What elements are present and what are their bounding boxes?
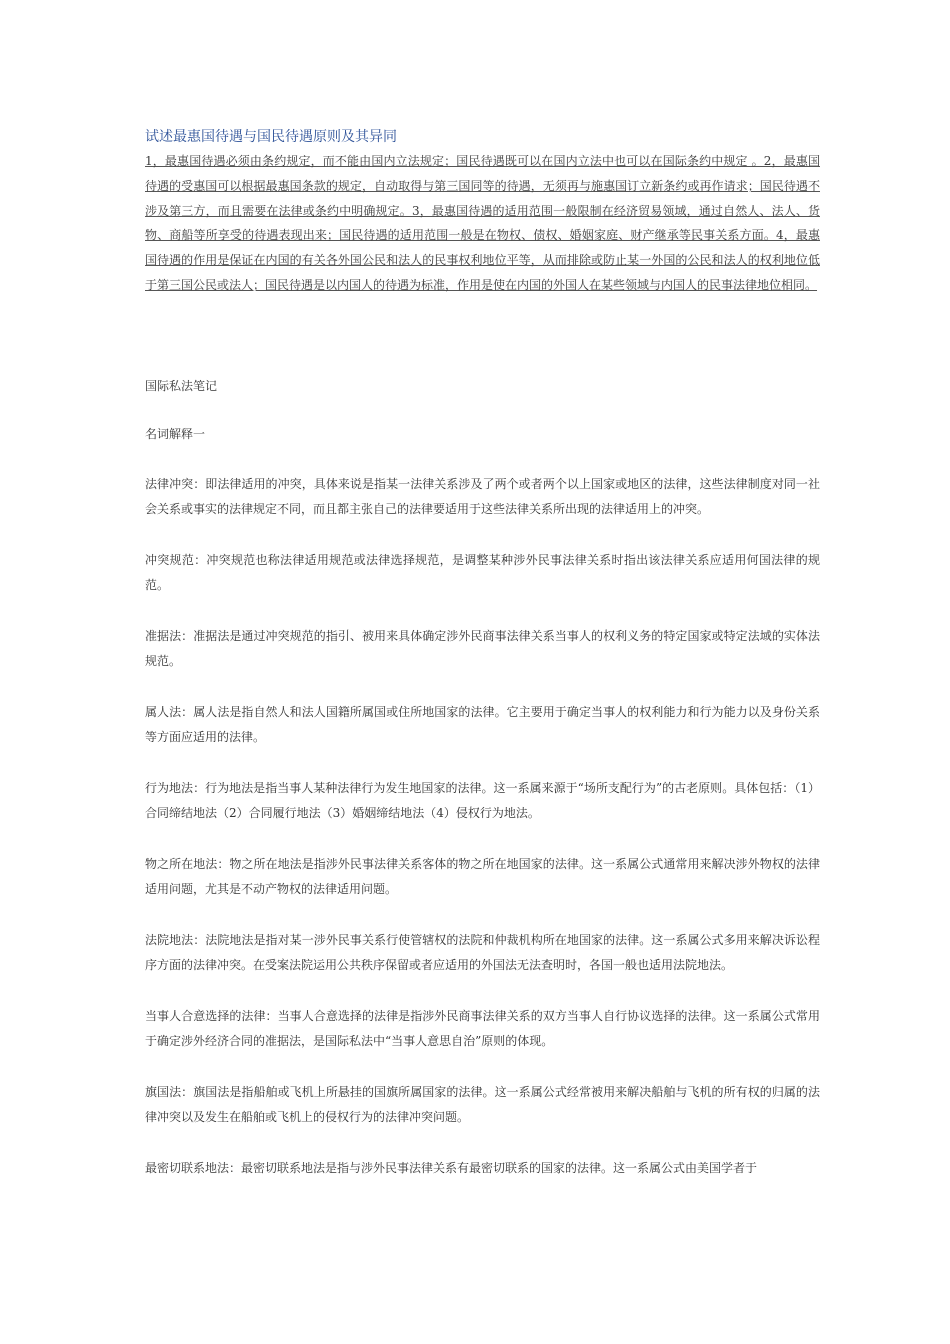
- definition-entry-law-of-flag: 旗国法：旗国法是指船舶或飞机上所悬挂的国旗所属国家的法律。这一系属公式经常被用来解决船舶与飞机的所有权的归属的法律冲突以及发生在船舶或飞机上的侵权行为的法律冲突问题。: [145, 1084, 820, 1125]
- notes-heading: 国际私法笔记: [145, 378, 218, 393]
- definition-entry-applicable-law: 准据法：准据法是通过冲突规范的指引、被用来具体确定涉外民商事法律关系当事人的权利义务的特定国家或特定法域的实体法规范。: [145, 628, 820, 669]
- notes-subheading: 名词解释一: [145, 426, 206, 441]
- definition-entry-party-autonomy: 当事人合意选择的法律：当事人合意选择的法律是指涉外民商事法律关系的双方当事人自行协议选择的法律。这一系属公式常用于确定涉外经济合同的准据法，是国际私法中“当事人意思自治”原则的体现。: [145, 1008, 820, 1049]
- definition-list: [145, 472, 820, 1182]
- definition-entry-lex-situs: 物之所在地法：物之所在地法是指涉外民事法律关系客体的物之所在地国家的法律。这一系属公式通常用来解决涉外物权的法律适用问题，尤其是不动产物权的法律适用问题。: [145, 856, 820, 897]
- definition-entry-conflict-rule: 冲突规范：冲突规范也称法律适用规范或法律选择规范，是调整某种涉外民事法律关系时指出该法律关系应适用何国法律的规范。: [145, 552, 820, 593]
- definition-entry-legal-conflict: 法律冲突：即法律适用的冲突，具体来说是指某一法律关系涉及了两个或者两个以上国家或地区的法律，这些法律制度对同一社会关系或事实的法律规定不同，而且都主张自己的法律要适用于这些法律关系所出现的法律适用上的冲突。: [145, 476, 820, 517]
- question-title: 试述最惠国待遇与国民待遇原则及其异同: [145, 129, 397, 145]
- definition-entry-personal-law: 属人法：属人法是指自然人和法人国籍所属国或住所地国家的法律。它主要用于确定当事人的权利能力和行为能力以及身份关系等方面应适用的法律。: [145, 704, 820, 745]
- document-page: [145, 127, 820, 1206]
- answer-paragraph[interactable]: 1，最惠国待遇必须由条约规定，而不能由国内立法规定；国民待遇既可以在国内立法中也可以在国际条约中规定 。2，最惠国待遇的受惠国可以根据最惠国条款的规定，自动取得与第三国同等的待遇，无须再与施惠国订立新条约或再作请求；国民待遇不涉及第三方，而且需要在法律或条约中明确规定。3，最惠国待遇的适用范围一般限制在经济贸易领域，通过自然人、法人、货物、商船等所享受的待遇表现出来；国民待遇的适用范围一般是在物权、债权、婚姻家庭、财产继承等民事关系方面。4，最惠国待遇的作用是保证在内国的有关各外国公民和法人的民事权利地位平等，从而排除或防止某一外国的公民和法人的权利地位低于第三国公民或法人；国民待遇是以内国人的待遇为标准，作用是使在内国的外国人在某些领域与内国人的民事法律地位相同。: [145, 154, 820, 292]
- definition-entry-lex-fori: 法院地法：法院地法是指对某一涉外民事关系行使管辖权的法院和仲裁机构所在地国家的法律。这一系属公式多用来解决诉讼程序方面的法律冲突。在受案法院运用公共秩序保留或者应适用的外国法无法查明时，各国一般也适用法院地法。: [145, 932, 820, 973]
- definition-entry-closest-connection: 最密切联系地法：最密切联系地法是指与涉外民事法律关系有最密切联系的国家的法律。这一系属公式由美国学者于: [145, 1160, 758, 1175]
- definition-entry-lex-loci-actus: 行为地法：行为地法是指当事人某种法律行为发生地国家的法律。这一系属来源于“场所支配行为”的古老原则。具体包括：（1）合同缔结地法（2）合同履行地法（3）婚姻缔结地法（4）侵权行为地法。: [145, 780, 820, 821]
